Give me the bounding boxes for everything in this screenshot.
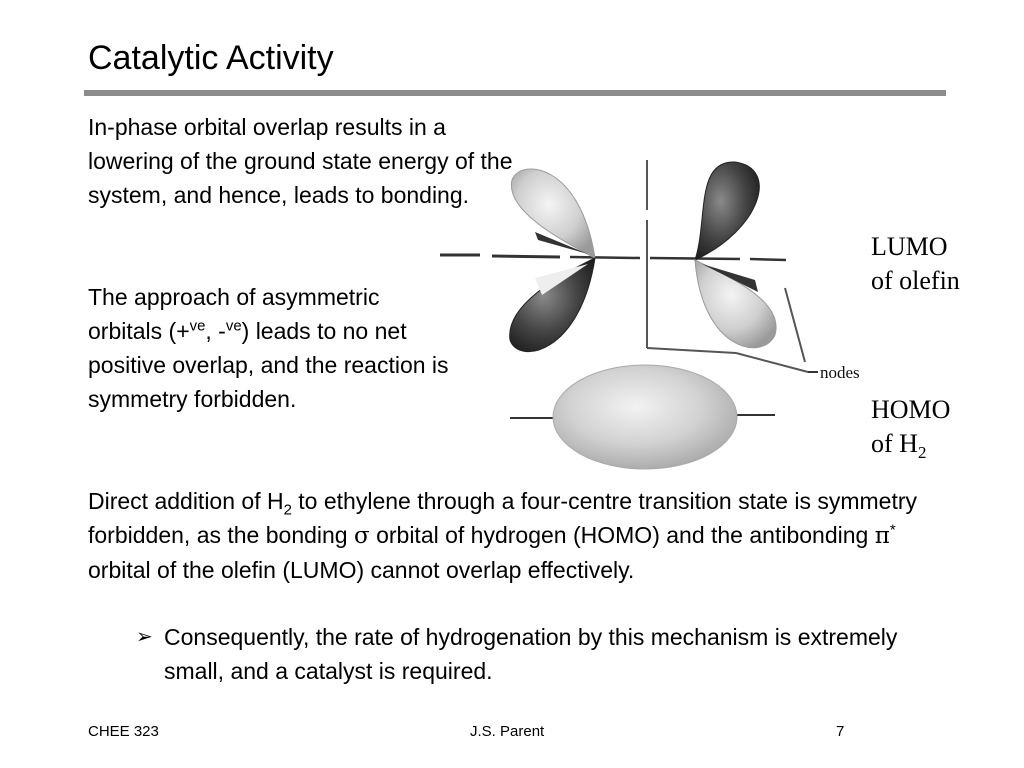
footer-course: CHEE 323 xyxy=(88,723,159,740)
paragraph-direct-addition xyxy=(88,484,948,587)
para3-text-2: to ethylene through a four-centre transition state is symmetry forbidden, as the bonding xyxy=(88,488,918,548)
para2-sup-1: ve xyxy=(189,317,206,335)
homo-label-line2 xyxy=(871,427,950,461)
homo-label-sub: 2 xyxy=(917,443,927,463)
footer-author: J.S. Parent xyxy=(470,723,545,740)
homo-label xyxy=(871,393,950,461)
sigma-symbol: σ xyxy=(353,523,370,549)
para2-text-2: , - xyxy=(205,318,226,344)
paragraph-asymmetric-approach xyxy=(88,280,458,416)
homo-label-line2-text: of H xyxy=(871,429,918,458)
bullet-item xyxy=(136,620,936,688)
para2-text-3: ) leads to no net positive overlap, and the reaction is symmetry forbidden. xyxy=(88,318,449,412)
bullet-text: Consequently, the rate of hydrogenation by this mechanism is extremely small, and a catalyst is required. xyxy=(164,624,898,684)
title-divider xyxy=(84,90,946,96)
arrow-bullet-icon: ➢ xyxy=(136,626,153,648)
para3-text-3: orbital of hydrogen (HOMO) and the antibonding xyxy=(369,522,875,548)
nodes-label: nodes xyxy=(820,363,860,382)
lumo-label xyxy=(871,230,960,298)
right-p-orbital xyxy=(695,162,776,348)
left-p-orbital xyxy=(510,169,595,352)
footer-page-number: 7 xyxy=(836,723,845,740)
para3-sub-1: 2 xyxy=(283,501,292,519)
para3-text-1: Direct addition of H xyxy=(88,488,284,514)
lumo-label-line1: LUMO xyxy=(871,232,948,261)
lumo-label-line2: of olefin xyxy=(871,266,960,295)
para2-text-1: The approach of asymmetric orbitals (+ xyxy=(88,284,380,344)
orbital-overlap-figure xyxy=(440,150,880,480)
slide-title: Catalytic Activity xyxy=(88,39,334,77)
para3-text-4: orbital of the olefin (LUMO) cannot overlap effectively. xyxy=(88,557,635,583)
bond-axis xyxy=(440,255,786,260)
paragraph-in-phase-overlap: In-phase orbital overlap results in a lowering of the ground state energy of the system, and hence, leads to bonding. xyxy=(88,114,513,208)
para2-sup-2: ve xyxy=(225,317,242,335)
homo-label-line1: HOMO xyxy=(871,395,951,424)
h2-sigma-orbital xyxy=(510,365,775,469)
pi-star-sup: * xyxy=(889,521,896,539)
pi-symbol: π xyxy=(874,523,890,549)
